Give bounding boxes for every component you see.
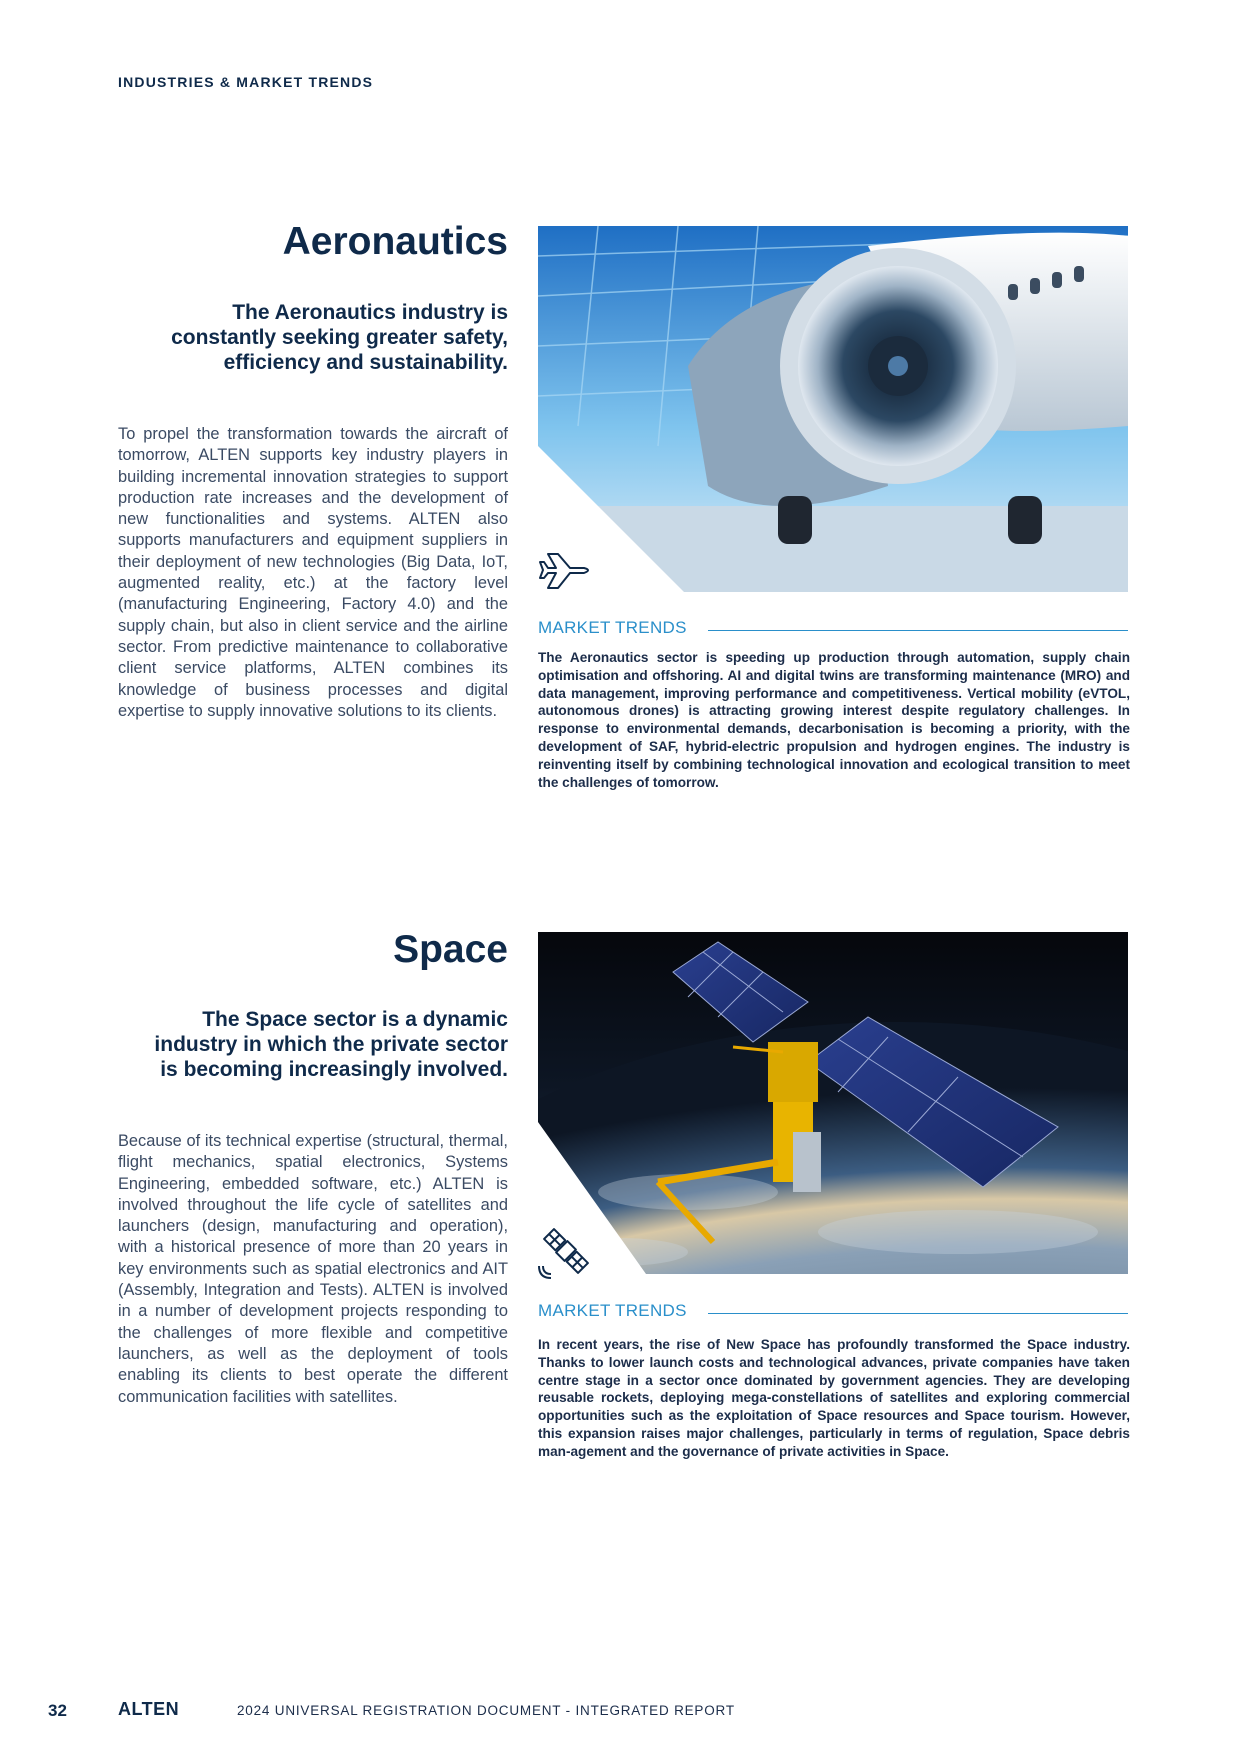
aeronautics-market-trends-text: The Aeronautics sector is speeding up production through automation, supply chain optimisation and offshoring. AI and digital twins are transforming maintenance (MRO) and data management, improving performance and competitiveness. Vertical mobility (eVTOL, autonomous drones) is attracting growing interest despite regulatory challenges. In response to environmental demands, decarbonisation is becoming a priority, with the development of SAF, hybrid-electric propulsion and hydrogen engines. The industry is reinventing itself by combining technological innovation and ecological transition to meet the challenges of tomorrow. [538,650,1130,790]
section-label: INDUSTRIES & MARKET TRENDS [118,74,374,90]
aeronautics-photo [538,226,1128,592]
brand-logo: ALTEN [118,1699,180,1719]
space-lead: The Space sector is a dynamic industry in which the private sector is becoming increasingly involved. [154,1008,508,1081]
aeronautics-lead: The Aeronautics industry is constantly seeking greater safety, efficiency and sustainability. [171,301,508,374]
aeronautics-title: Aeronautics [282,220,508,263]
space-market-trends-label: MARKET TRENDS [538,1301,705,1321]
document-title: 2024 UNIVERSAL REGISTRATION DOCUMENT - INTEGRATED REPORT [237,1703,735,1718]
space-market-trends-title [538,1301,1128,1325]
page-number: 32 [48,1701,67,1720]
space-title: Space [393,928,508,971]
airplane-icon [538,542,596,600]
space-photo [538,932,1128,1298]
aeronautics-market-trends-title [538,618,1128,642]
space-body: Because of its technical expertise (structural, thermal, flight mechanics, spatial electronics, Systems Engineering, embedded software, etc.) ALTEN is involved throughout the life cycle of satellites and launchers (design, manufacturing and operation), with a historical presence of more than 20 years in key environments such as spatial electronics and AIT (Assembly, Integration and Tests). ALTEN is involved in a number of development projects responding to the challenges of more flexible and competitive launchers, as well as the deployment of tools enabling its clients to best operate the different communication facilities with satellites. [118,1132,508,1406]
satellite-icon [537,1222,595,1280]
space-market-trends-text: In recent years, the rise of New Space has profoundly transformed the Space industry. Thanks to lower launch costs and technological advances, private companies have taken centre stage in a sector once dominated by government agencies. They are developing reusable rockets, deploying mega-constellations of satellites and exploring commercial opportunities such as the exploitation of Space resources and Space tourism. However, this expansion raises major challenges, particularly in terms of regulation, Space debris man-agement and the governance of private activities in Space. [538,1337,1130,1459]
aeronautics-market-trends-label: MARKET TRENDS [538,618,705,638]
aeronautics-body: To propel the transformation towards the aircraft of tomorrow, ALTEN supports key industry players in building incremental innovation strategies to support production rate increases and the development of new functionalities and systems. ALTEN also supports manufacturers and equipment suppliers in their deployment of new technologies (Big Data, IoT, augmented reality, etc.) at the factory level (manufacturing Engineering, Factory 4.0) and the supply chain, but also in client service and the airline sector. From predictive maintenance to collaborative client service platforms, ALTEN combines its knowledge of business processes and digital expertise to supply innovative solutions to its clients. [118,425,508,720]
